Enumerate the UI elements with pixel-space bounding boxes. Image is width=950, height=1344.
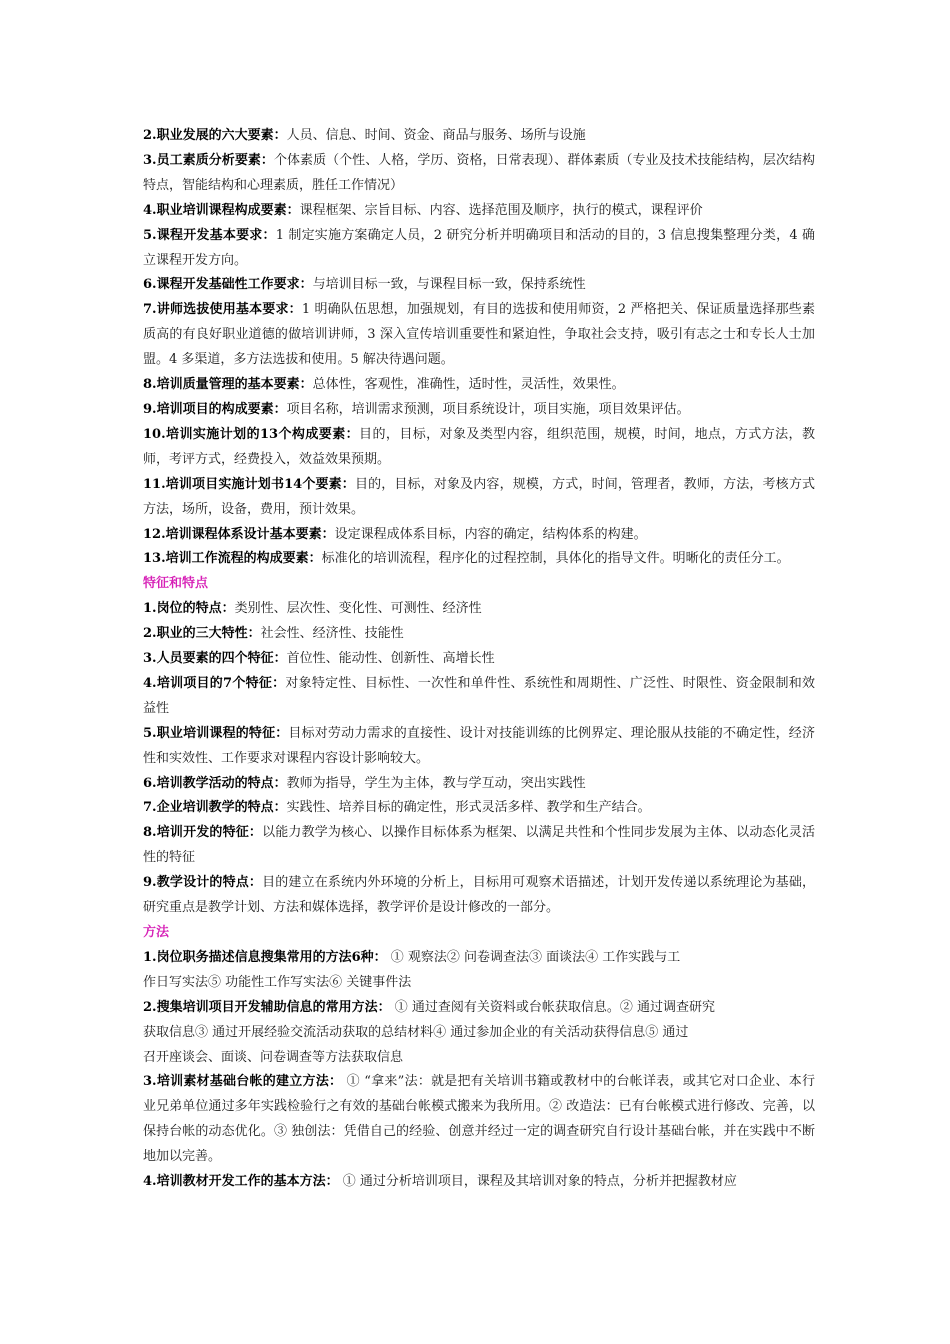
list-item: [143, 622, 815, 647]
item-text: 总体性，客观性，准确性，适时性，灵活性，效果性。: [312, 377, 625, 393]
list-item: [143, 996, 815, 1071]
item-text: 人员、信息、时间、资金、商品与服务、场所与设施: [286, 128, 586, 143]
item-text: 对象特定性、目标性、一次性和单件性、系统性和周期性、广泛性、时限性、资金限制和效益性: [143, 675, 815, 716]
list-item: [143, 647, 815, 672]
text-line: 作日写实法⑤ 功能性工作写实法⑥ 关键事件法: [143, 974, 412, 990]
list-item: [143, 597, 815, 622]
list-item: [143, 672, 815, 722]
methods-heading: 方法: [143, 925, 170, 940]
item-text: 课程框架、宗旨目标、内容、选择范围及顺序，执行的模式，课程评价: [299, 202, 703, 218]
item-term: 4.职业培训课程构成要素：: [143, 202, 300, 218]
item-term: 6.课程开发基础性工作要求：: [143, 277, 313, 293]
item-term: 5.职业培训课程的特征：: [143, 725, 289, 741]
list-item: [143, 298, 815, 373]
item-text: 目标对劳动力需求的直接性、设计对技能训练的比例界定、理论服从技能的不确定性，经济性和实效性、工作要求对课程内容设计影响较大。: [143, 725, 815, 766]
document-body: [143, 124, 815, 1195]
list-item: [143, 796, 815, 821]
item-text: 首位性、能动性、创新性、高增长性: [286, 651, 495, 667]
list-item: [143, 1070, 815, 1170]
item-text: 项目名称，培训需求预测，项目系统设计，项目实施，项目效果评估。: [286, 401, 690, 417]
item-text: 实践性、培养目标的确定性，形式灵活多样、教学和生产结合。: [286, 800, 651, 816]
list-item: [143, 946, 815, 996]
item-term: 13.培训工作流程的构成要素：: [143, 551, 322, 567]
item-term: 1.岗位的特点：: [143, 601, 235, 617]
list-item: [143, 373, 815, 398]
list-item: [143, 224, 815, 274]
item-text: 目的，目标，对象及内容，规模，方式，时间，管理者，教师，方法，考核方式方法，场所，设备，费用，预计效果。: [143, 476, 815, 517]
list-item: [143, 124, 815, 149]
item-term: 3.员工素质分析要素：: [143, 152, 274, 168]
item-term: 5.课程开发基本要求：: [143, 227, 276, 243]
item-term: 2.搜集培训项目开发辅助信息的常用方法：: [143, 999, 391, 1015]
list-item: [143, 772, 815, 797]
list-item: [143, 473, 815, 523]
list-item: [143, 273, 815, 298]
text-line: [143, 996, 815, 1021]
item-text: 1 制定实施方案确定人员，2 研究分析并明确项目和活动的目的，3 信息搜集整理分类，4 确立课程开发方向。: [143, 227, 815, 268]
item-term: 4.培训项目的7个特征：: [143, 675, 286, 691]
item-text: 目的建立在系统内外环境的分析上，目标用可观察术语描述，计划开发传递以系统理论为基础，研究重点是教学计划、方法和媒体选择，教学评价是设计修改的一部分。: [143, 875, 815, 916]
item-term: 6.培训教学活动的特点：: [143, 775, 287, 791]
item-text: 与培训目标一致，与课程目标一致，保持系统性: [312, 277, 586, 293]
text-line: [143, 946, 815, 971]
item-text: 个体素质（个性、人格，学历、资格，日常表现）、群体素质（专业及技术技能结构，层次结构特点，智能结构和心理素质，胜任工作情况）: [143, 152, 815, 193]
item-term: 2.职业发展的六大要素：: [143, 128, 287, 143]
item-term: 11.培训项目实施计划书14个要素：: [143, 476, 355, 492]
item-text: 以能力教学为核心、以操作目标体系为框架、以满足共性和个性同步发展为主体、以动态化灵活性的特征: [143, 825, 815, 866]
item-text: ① 通过分析培训项目，课程及其培训对象的特点，分析并把握教材应: [338, 1174, 737, 1190]
list-item: [143, 149, 815, 199]
list-item: [143, 722, 815, 772]
item-text: 1 明确队伍思想，加强规划，有目的选拔和使用师资，2 严格把关、保证质量选择那些素质高的有良好职业道德的做培训讲师，3 深入宣传培训重要性和紧迫性，争取社会支持，吸引有志之士和专长人士加盟。4 多渠道，多方法选拔和使用。5 解决待遇问题。: [143, 302, 816, 368]
text-line: 召开座谈会、面谈、问卷调查等方法获取信息: [143, 1049, 404, 1065]
item-term: 4.培训教材开发工作的基本方法：: [143, 1174, 339, 1190]
item-term: 12.培训课程体系设计基本要素：: [143, 526, 335, 542]
item-term: 8.培训质量管理的基本要素：: [143, 377, 313, 393]
list-item: [143, 547, 815, 572]
item-text: 设定课程成体系目标，内容的确定，结构体系的构建。: [334, 526, 647, 542]
item-text: 社会性、经济性、技能性: [260, 626, 404, 642]
item-text: ① 观察法② 问卷调查法③ 面谈法④ 工作实践与工: [386, 949, 681, 965]
item-term: 3.人员要素的四个特征：: [143, 651, 287, 667]
item-term: 1.岗位职务描述信息搜集常用的方法6种：: [143, 949, 387, 965]
item-term: 7.讲师选拔使用基本要求：: [143, 302, 302, 318]
list-item: [143, 199, 815, 224]
item-text: 教师为指导，学生为主体，教与学互动，突出实践性: [286, 775, 586, 791]
requirements-section: [143, 124, 815, 572]
item-text: ① 通过查阅有关资料或台帐获取信息。② 通过调查研究: [390, 999, 715, 1015]
text-line: 获取信息③ 通过开展经验交流活动获取的总结材料④ 通过参加企业的有关活动获得信息⑤ 通过: [143, 1024, 689, 1040]
item-term: 3.培训素材基础台帐的建立方法：: [143, 1074, 343, 1090]
item-term: 9.教学设计的特点：: [143, 875, 263, 891]
item-term: 2.职业的三大特性：: [143, 626, 261, 642]
features-section: [143, 597, 815, 921]
item-text: 类别性、层次性、变化性、可测性、经济性: [234, 601, 482, 617]
list-item: [143, 523, 815, 548]
item-text: 目的，目标，对象及类型内容，组织范围，规模，时间，地点，方式方法，教师，考评方式，经费投入，效益效果预期。: [143, 426, 815, 467]
list-item: [143, 423, 815, 473]
list-item: [143, 871, 815, 921]
item-term: 9.培训项目的构成要素：: [143, 401, 287, 417]
item-term: 8.培训开发的特征：: [143, 825, 263, 841]
item-text: ① “拿来”法：就是把有关培训书籍或教材中的台帐详表，或其它对口企业、本行业兄弟单位通过多年实践检验行之有效的基础台帐模式搬来为我所用。② 改造法：已有台帐模式进行修改、完善，以保持台帐的动态优化。③ 独创法：凭借自己的经验、创意并经过一定的调查研究自行设计基础台帐，并在实践中不断地加以完善。: [143, 1074, 815, 1165]
list-item: [143, 1170, 815, 1195]
item-text: 标准化的培训流程，程序化的过程控制，具体化的指导文件。明晰化的责任分工。: [321, 551, 790, 567]
item-term: 10.培训实施计划的13个构成要素：: [143, 426, 360, 442]
item-term: 7.企业培训教学的特点：: [143, 800, 287, 816]
list-item: [143, 398, 815, 423]
list-item: [143, 821, 815, 871]
methods-section: [143, 946, 815, 1195]
features-heading: 特征和特点: [143, 576, 209, 592]
